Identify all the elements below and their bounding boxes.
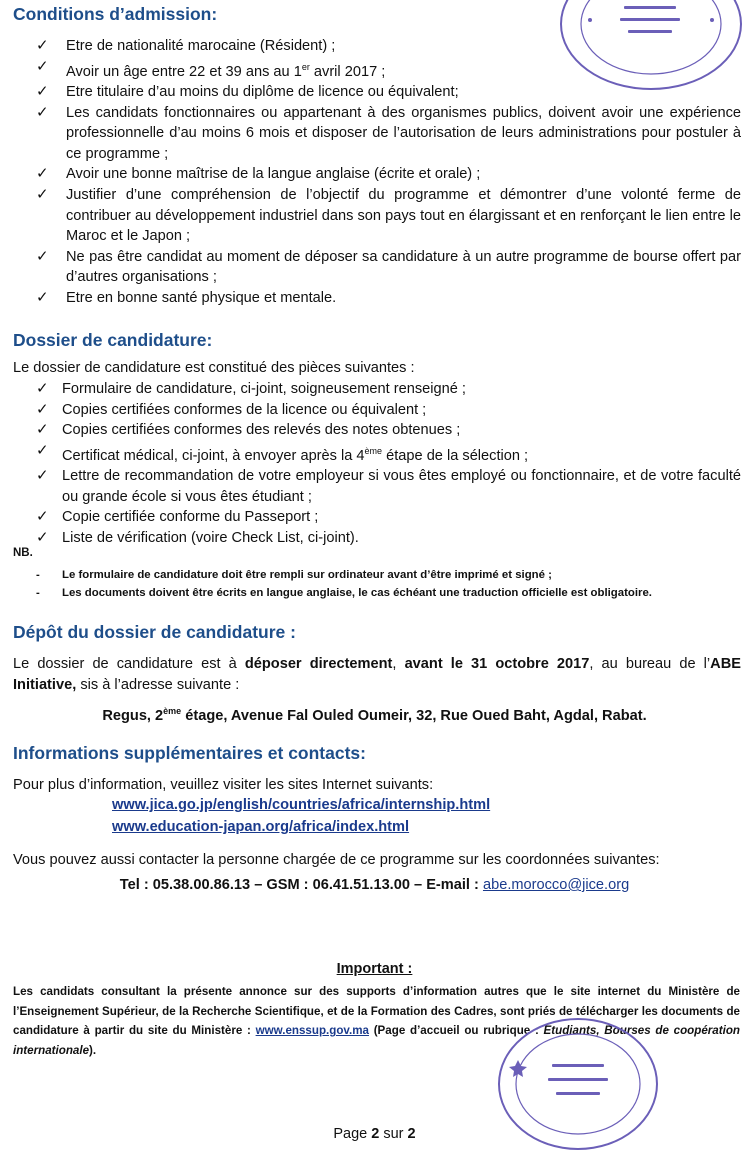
depot-text-4: sis à l’adresse suivante :: [76, 676, 240, 693]
check-mark-icon: ✓: [36, 467, 49, 485]
depot-text-bold-1: déposer directement: [244, 656, 393, 672]
important-text-3: ).: [89, 1043, 97, 1057]
list-item-text: Lettre de recommandation de votre employeur si vous êtes employé ou fonctionnaire, et de votre faculté ou grande école si vous êtes étudiant ;: [62, 468, 741, 505]
list-item: [36, 466, 741, 507]
nb-list: [36, 567, 726, 602]
check-mark-icon: ✓: [36, 288, 49, 306]
list-item: [36, 441, 741, 466]
list-item: [36, 103, 741, 165]
list-item-text: Certificat médical, ci-joint, à envoyer après la 4: [62, 447, 365, 464]
check-mark-icon: ✓: [36, 165, 49, 183]
email-link[interactable]: abe.morocco@jice.org: [482, 877, 630, 893]
list-item-text: Etre titulaire d’au moins du diplôme de licence ou équivalent;: [66, 84, 459, 101]
address-pre: Regus, 2: [102, 707, 164, 724]
dash-icon: -: [36, 586, 40, 599]
list-item: [36, 36, 741, 57]
section-title-info: Informations supplémentaires et contacts:: [13, 743, 366, 763]
contact-phones: Tel : 05.38.00.86.13 – GSM : 06.41.51.13.00 – E-mail :: [119, 877, 483, 893]
list-item-text: Liste de vérification (voire Check List, ci-joint).: [62, 530, 359, 547]
check-mark-icon: ✓: [36, 529, 49, 547]
list-item-text: Copie certifiée conforme du Passeport ;: [62, 509, 319, 526]
address-sup: ème: [163, 706, 182, 716]
depot-text-2: ,: [392, 656, 405, 672]
depot-address: [0, 706, 749, 724]
list-item: [36, 82, 741, 103]
check-mark-icon: ✓: [36, 57, 49, 75]
check-mark-icon: ✓: [36, 83, 49, 101]
check-mark-icon: ✓: [36, 400, 49, 418]
link-education-japan-text[interactable]: www.education-japan.org/africa/index.html: [112, 819, 410, 835]
check-mark-icon: ✓: [36, 186, 49, 204]
ministry-site-link[interactable]: www.enssup.gov.ma: [255, 1024, 369, 1037]
depot-abe: ABE Initiative,: [13, 656, 741, 693]
list-item-superscript: ème: [364, 445, 383, 456]
footer-page-total: 2: [407, 1126, 416, 1142]
list-item-text: Copies certifiées conformes de la licence ou équivalent ;: [62, 401, 427, 418]
list-item-text: Formulaire de candidature, ci-joint, soigneusement renseigné ;: [62, 381, 466, 397]
list-item-text: Avoir une bonne maîtrise de la langue anglaise (écrite et orale) ;: [66, 166, 481, 183]
depot-text-3: , au bureau de l’: [589, 656, 711, 672]
check-mark-icon: ✓: [36, 441, 49, 459]
check-mark-icon: ✓: [36, 508, 49, 526]
list-item-text: Etre en bonne santé physique et mentale.: [66, 289, 337, 306]
check-mark-icon: ✓: [36, 103, 49, 121]
list-item-text: Copies certifiées conformes des relevés des notes obtenues ;: [62, 422, 461, 439]
list-item: [36, 379, 741, 400]
important-text-2: (Page d’accueil ou rubrique :: [368, 1024, 544, 1037]
important-text-1: Les candidats consultant la présente annonce sur des supports d’information autres que le site internet du Ministère de l’Enseignement Supérieur, de la Recherche Scientifique, et de la Formation des Cadres, sont priés de télécharger les documents de candidature à partir du site du Ministère :: [13, 985, 740, 1037]
list-item-text: Etre de nationalité marocaine (Résident) ;: [66, 38, 336, 54]
check-mark-icon: ✓: [36, 37, 49, 54]
depot-text: [13, 654, 741, 695]
list-item: [36, 247, 741, 288]
list-item-text-end: étape de la sélection ;: [382, 447, 529, 464]
dash-icon: -: [36, 569, 40, 581]
nb-item-text: Les documents doivent être écrits en langue anglaise, le cas échéant une traduction officielle est obligatoire.: [62, 586, 652, 599]
list-item: [36, 420, 741, 441]
nb-item: [36, 585, 726, 603]
conditions-list: [36, 36, 741, 309]
dossier-list: [36, 379, 741, 549]
depot-text-1: Le dossier de candidature est à: [13, 656, 245, 672]
address-post: étage, Avenue Fal Ouled Oumeir, 32, Rue Oued Baht, Agdal, Rabat.: [181, 707, 647, 724]
list-item-text: Justifier d’une compréhension de l’objectif du programme et démontrer d’une volonté ferme de contribuer au développement industriel dans son pays tout en élargissant et en renforçant le lien entre le Maroc et le Japon ;: [66, 187, 741, 245]
check-mark-icon: ✓: [36, 421, 49, 439]
footer-page-number: 2: [371, 1126, 380, 1142]
list-item: [36, 164, 741, 185]
list-item: [36, 400, 741, 421]
check-mark-icon: ✓: [36, 247, 49, 265]
link-jica[interactable]: [112, 796, 490, 814]
list-item: [36, 57, 741, 82]
footer-pre: Page: [333, 1126, 372, 1142]
section-title-conditions: Conditions d’admission:: [13, 4, 218, 24]
footer-mid: sur: [379, 1126, 408, 1142]
nb-item-text: Le formulaire de candidature doit être rempli sur ordinateur avant d’être imprimé et signé ;: [62, 569, 552, 581]
contact-line: [0, 877, 749, 893]
list-item: [36, 528, 741, 549]
list-item-text: Les candidats fonctionnaires ou appartenant à des organismes publics, doivent avoir une expérience professionnelle d’au moins 6 mois et disposer de l’autorisation de leurs administrations pour postuler à ce programme ;: [66, 104, 741, 162]
depot-deadline: avant le 31 octobre 2017: [404, 656, 590, 672]
contact-intro: Vous pouvez aussi contacter la personne chargée de ce programme sur les coordonnées suivantes:: [13, 852, 660, 868]
list-item: [36, 507, 741, 528]
link-education-japan[interactable]: [112, 818, 409, 836]
important-italic: Etudiants, Bourses de coopération internationale: [13, 1024, 740, 1057]
section-title-depot: Dépôt du dossier de candidature :: [13, 622, 296, 642]
section-title-dossier: Dossier de candidature:: [13, 330, 213, 350]
link-jica-text[interactable]: www.jica.go.jp/english/countries/africa/internship.html: [112, 797, 491, 813]
check-mark-icon: ✓: [36, 380, 49, 397]
nb-label: NB.: [13, 547, 33, 559]
important-title: Important :: [336, 961, 413, 977]
page-footer: [0, 1126, 749, 1142]
list-item-text-end: avril 2017 ;: [309, 63, 386, 80]
list-item: [36, 185, 741, 247]
list-item-text: Avoir un âge entre 22 et 39 ans au 1: [66, 63, 302, 80]
info-intro: Pour plus d’information, veuillez visiter les sites Internet suivants:: [13, 777, 434, 793]
list-item-superscript: er: [301, 61, 310, 72]
dossier-intro: Le dossier de candidature est constitué des pièces suivantes :: [13, 360, 415, 376]
nb-item: [36, 567, 726, 585]
list-item-text: Ne pas être candidat au moment de déposer sa candidature à un autre programme de bourse offert par d’autres organisations ;: [66, 248, 741, 286]
list-item: [36, 288, 741, 309]
